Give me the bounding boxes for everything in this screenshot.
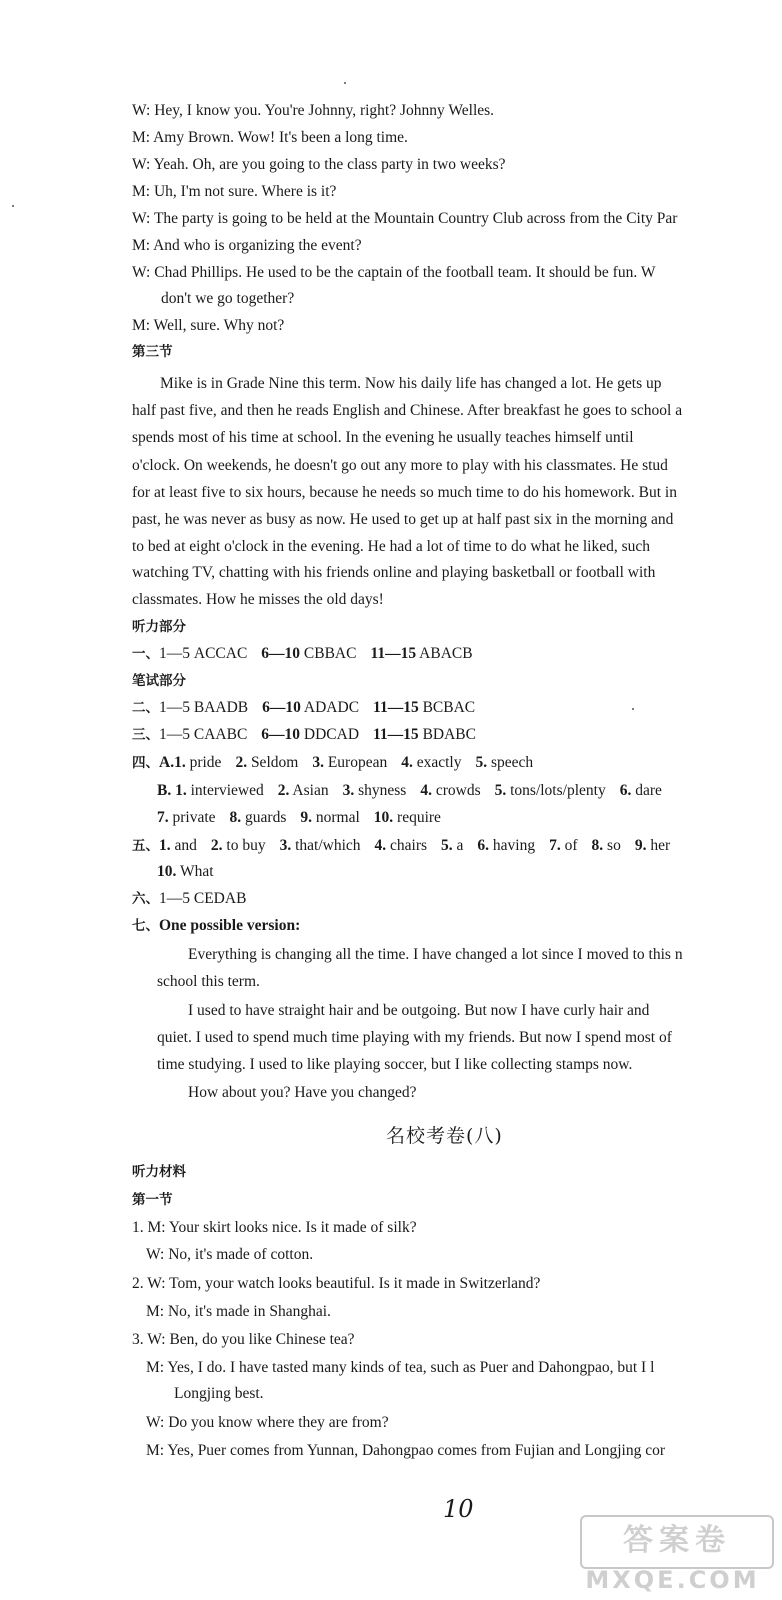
page-number: 10: [443, 1495, 474, 1523]
dialogue-line: M: Amy Brown. Wow! It's been a long time.: [132, 129, 408, 146]
passage-line: classmates. How he misses the old days!: [132, 591, 384, 608]
passage-line: for at least five to six hours, because he needs so much time to do his homework. But in: [132, 484, 677, 501]
section-heading: 第一节: [132, 1192, 173, 1208]
answer-row: 7. private 8. guards 9. normal 10. require: [157, 809, 441, 826]
passage-line: Mike is in Grade Nine this term. Now his daily life has changed a lot. He gets up: [160, 375, 662, 392]
dialogue-line: W: The party is going to be held at the Mountain Country Club across from the City Par: [132, 210, 678, 227]
dialogue-line: W: Hey, I know you. You're Johnny, right? Johnny Welles.: [132, 102, 495, 119]
dialogue-line: M: And who is organizing the event?: [132, 237, 362, 254]
scan-speck: [344, 82, 346, 84]
dialogue-line: don't we go together?: [161, 290, 295, 307]
dialogue-line: M: Uh, I'm not sure. Where is it?: [132, 183, 337, 200]
passage-line: o'clock. On weekends, he doesn't go out any more to play with his classmates. He stud: [132, 457, 668, 474]
dialogue-line: W: Do you know where they are from?: [146, 1414, 389, 1431]
essay-line: school this term.: [157, 973, 260, 990]
passage-line: watching TV, chatting with his friends online and playing basketball or football with: [132, 564, 656, 581]
essay-line: Everything is changing all the time. I have changed a lot since I moved to this n: [188, 946, 683, 963]
answer-row: 七、One possible version:: [132, 917, 301, 934]
watermark: [560, 1515, 775, 1595]
passage-line: half past five, and then he reads English and Chinese. After breakfast he goes to school a: [132, 402, 683, 419]
answer-row: 四、A.1. pride 2. Seldom 3. European 4. exactly 5. speech: [132, 754, 534, 771]
scan-speck: [12, 205, 14, 207]
essay-line: I used to have straight hair and be outgoing. But now I have curly hair and: [188, 1002, 650, 1019]
dialogue-line: Longjing best.: [174, 1385, 264, 1402]
dialogue-line: W: No, it's made of cotton.: [146, 1246, 314, 1263]
passage-line: to bed at eight o'clock in the evening. He had a lot of time to do what he liked, such: [132, 538, 651, 555]
essay-line: How about you? Have you changed?: [188, 1084, 417, 1101]
answer-row: 五、1. and 2. to buy 3. that/which 4. chairs 5. a 6. having 7. of 8. so 9. her: [132, 837, 671, 854]
dialogue-line: 1. M: Your skirt looks nice. Is it made of silk?: [132, 1219, 417, 1236]
passage-line: spends most of his time at school. In the evening he usually teaches himself until: [132, 429, 634, 446]
answer-row: 三、1—5 CAABC 6—10 DDCAD 11—15 BDABC: [132, 726, 476, 743]
part-heading: 听力材料: [132, 1164, 186, 1180]
answer-row: 一、1—5 ACCAC 6—10 CBBAC 11—15 ABACB: [132, 645, 473, 662]
answer-row: 二、1—5 BAADB 6—10 ADADC 11—15 BCBAC: [132, 699, 476, 716]
passage-line: past, he was never as busy as now. He used to get up at half past six in the morning and: [132, 511, 674, 528]
essay-line: time studying. I used to like playing soccer, but I like collecting stamps now.: [157, 1056, 633, 1073]
watermark-url: MXQE.COM: [585, 1566, 760, 1594]
part-heading: 笔试部分: [132, 673, 186, 689]
dialogue-line: W: Yeah. Oh, are you going to the class party in two weeks?: [132, 156, 506, 173]
answer-row: 六、1—5 CEDAB: [132, 890, 247, 907]
section-heading: 第三节: [132, 344, 173, 360]
dialogue-line: 2. W: Tom, your watch looks beautiful. Is it made in Switzerland?: [132, 1275, 541, 1292]
watermark-logo: 答案卷: [580, 1515, 774, 1569]
dialogue-line: W: Chad Phillips. He used to be the captain of the football team. It should be fun. W: [132, 264, 656, 281]
dialogue-line: M: Yes, I do. I have tasted many kinds of tea, such as Puer and Dahongpao, but I l: [146, 1359, 655, 1376]
dialogue-line: M: Yes, Puer comes from Yunnan, Dahongpao comes from Fujian and Longjing cor: [146, 1442, 666, 1459]
exam-title: 名校考卷(八): [386, 1125, 503, 1147]
dialogue-line: 3. W: Ben, do you like Chinese tea?: [132, 1331, 355, 1348]
answer-row: B. 1. interviewed 2. Asian 3. shyness 4. crowds 5. tons/lots/plenty 6. dare: [157, 782, 662, 799]
dialogue-line: M: Well, sure. Why not?: [132, 317, 285, 334]
part-heading: 听力部分: [132, 619, 186, 635]
scan-speck: [632, 708, 634, 710]
answer-row: 10. What: [157, 863, 214, 880]
dialogue-line: M: No, it's made in Shanghai.: [146, 1303, 331, 1320]
essay-line: quiet. I used to spend much time playing with my friends. But now I spend most of: [157, 1029, 672, 1046]
